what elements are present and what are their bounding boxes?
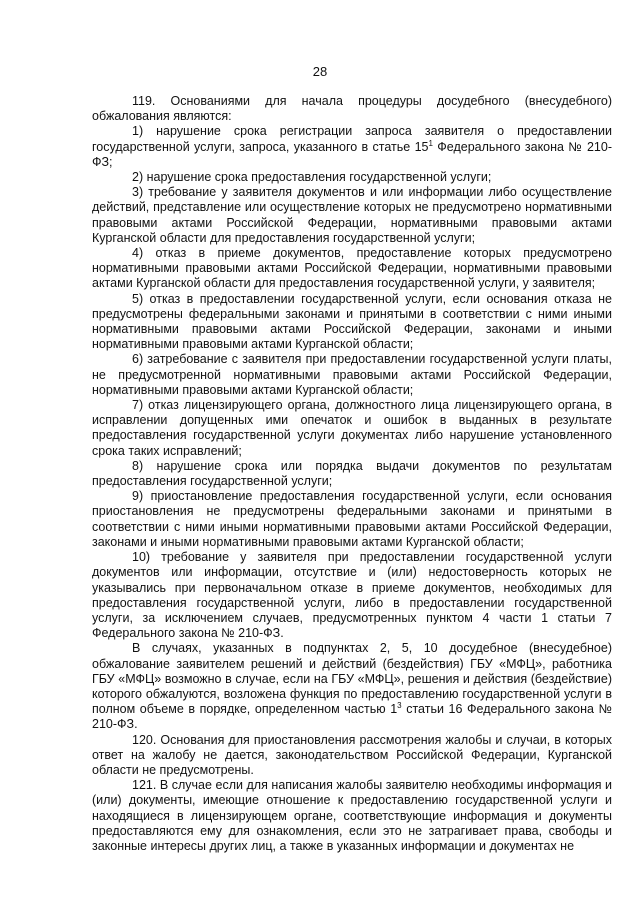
part-superscript: 3 <box>397 700 402 710</box>
special-cases-tail: статьи 16 Федерального закона № 210-ФЗ. <box>92 702 612 732</box>
paragraph-119: 119. Основаниями для начала процедуры досудебного (внесудебного) обжалования являются: <box>92 94 612 124</box>
list-item-3: 3) требование у заявителя документов и или информации либо осуществление действий, представление или осуществление которых не предусмотрено нормативными правовыми актами Российской Федерации, нормативными правовыми актами Курганской области для предоставления государственной услуги; <box>92 185 612 245</box>
list-item-2: 2) нарушение срока предоставления государственной услуги; <box>132 170 492 185</box>
list-item-10: 10) требование у заявителя при предоставлении государственной услуги документов или информации, отсутствие и (или) недостоверность которых не указывались при первоначальном отказе в приеме документов, необходимых для предоставления государственной услуги, либо в предоставлении государственной услуги, за исключением случаев, предусмотренных пунктом 4 части 1 статьи 7 Федерального закона № 210-ФЗ. <box>92 550 612 641</box>
article-superscript: 1 <box>428 138 433 148</box>
document-body <box>92 94 612 854</box>
list-item-7: 7) отказ лицензирующего органа, должностного лица лицензирующего органа, в исправлении допущенных ими опечаток и ошибок в выданных в результате предоставления государственной услуги документах либо нарушение установленного срока таких исправлений; <box>92 398 612 458</box>
list-item-1-text: 1) нарушение срока регистрации запроса заявителя о предоставлении государственной услуги, запроса, указанного в статье 15 <box>92 124 612 154</box>
list-item-8: 8) нарушение срока или порядка выдачи документов по результатам предоставления государственной услуги; <box>92 458 612 489</box>
list-item-5: 5) отказ в предоставлении государственной услуги, если основания отказа не предусмотрены федеральными законами и принятыми в соответствии с ними иными нормативными правовыми актами Российской Федерации, законами и иными нормативными правовыми актами Курганской области; <box>92 291 612 352</box>
special-cases-text: В случаях, указанных в подпунктах 2, 5, 10 досудебное (внесудебное) обжалование заявителем решений и действий (бездействия) ГБУ «МФЦ», работника ГБУ «МФЦ» возможно в случае, если на ГБУ «МФЦ», решения и действия (бездействие) которого обжалуются, возложена функция по предоставлению государственной услуги в полном объеме в порядке, определенном частью 1 <box>92 641 612 717</box>
page-number: 28 <box>312 64 328 79</box>
list-item-6: 6) затребование с заявителя при предоставлении государственной услуги платы, не предусмотренной нормативными правовыми актами Российской Федерации, нормативными правовыми актами Курганской области; <box>92 352 612 397</box>
list-item-4: 4) отказ в приеме документов, предоставление которых предусмотрено нормативными правовыми актами Российской Федерации, нормативными правовыми актами Курганской области для предоставления государственной услуги, у заявителя; <box>92 246 612 291</box>
paragraph-special-cases <box>92 641 612 732</box>
list-item-1 <box>92 124 612 170</box>
paragraph-120: 120. Основания для приостановления рассмотрения жалобы и случаи, в которых ответ на жалобу не дается, законодательством Российской Федерации, Курганской области не предусмотрены. <box>92 732 612 777</box>
paragraph-121: 121. В случае если для написания жалобы заявителю необходимы информация и (или) документы, имеющие отношение к предоставлению государственной услуги и находящиеся в лицензирующем органе, соответствующие информация и документы предоставляются ему для ознакомления, если это не затрагивает права, свободы и законные интересы других лиц, а также в указанных информации и документах не <box>92 778 612 853</box>
list-item-9: 9) приостановление предоставления государственной услуги, если основания приостановления не предусмотрены федеральными законами и принятыми в соответствии с ними иными нормативными правовыми актами Российской Федерации, законами и иными нормативными правовыми актами Курганской области; <box>92 489 612 549</box>
list-item-1-tail: Федерального закона № 210- ФЗ; <box>92 139 613 169</box>
